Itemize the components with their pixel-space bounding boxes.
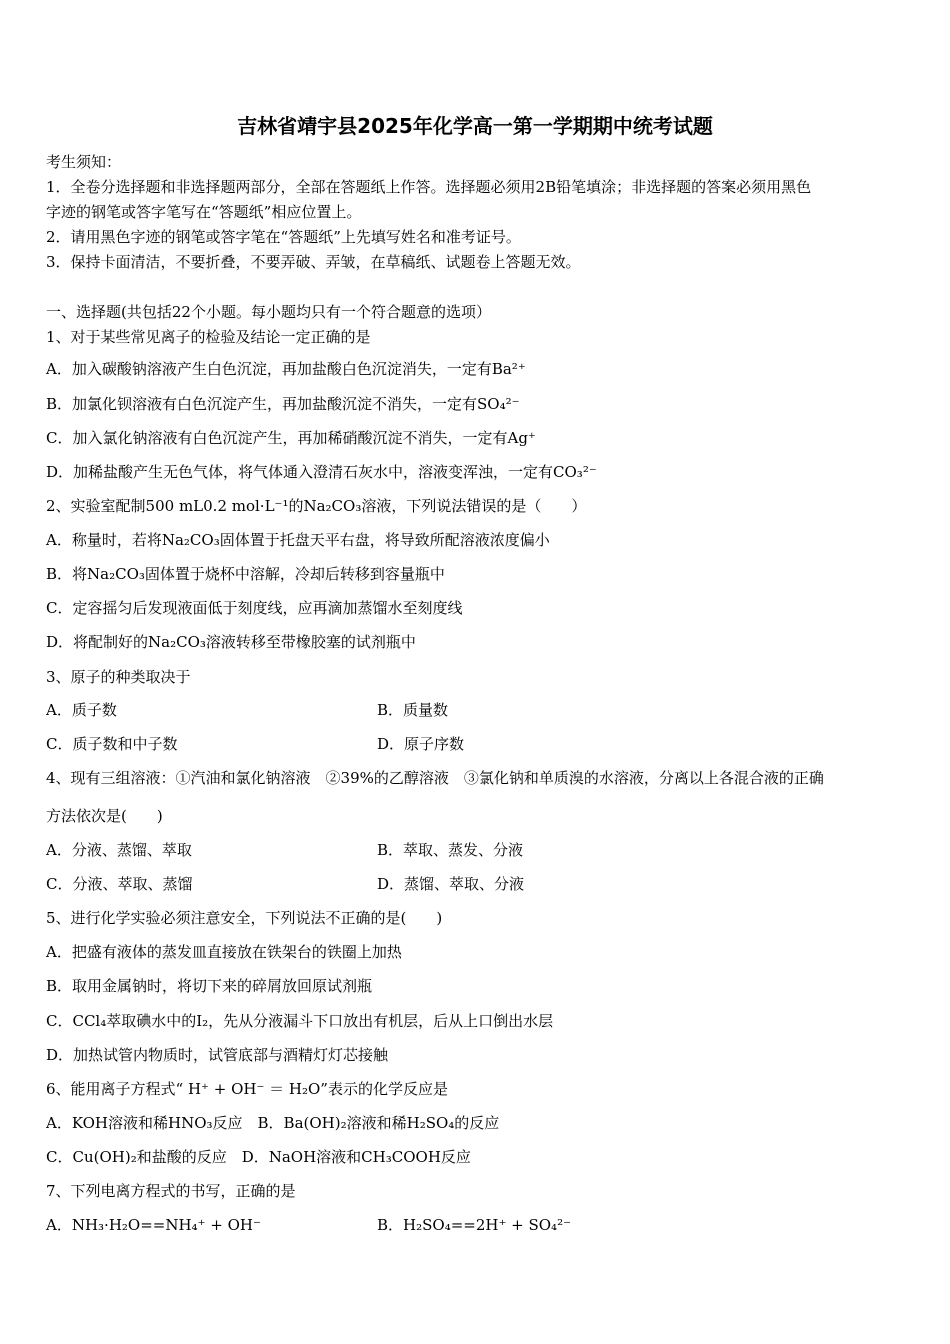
q3-option-a: A．质子数 [46,701,117,719]
q2-stem: 2、实验室配制500 mL0.2 mol·L⁻¹的Na₂CO₃溶液，下列说法错误的是（ ） [46,497,587,515]
q1-stem: 1、对于某些常见离子的检验及结论一定正确的是 [46,328,371,346]
q4-option-b: B．萃取、蒸发、分液 [377,841,524,859]
notice-line-1: 1．全卷分选择题和非选择题两部分，全部在答题纸上作答。选择题必须用2B铅笔填涂；非选择题的答案必须用黑色 [46,178,812,196]
q3-stem: 3、原子的种类取决于 [46,668,191,686]
notice-line-3: 2．请用黑色字迹的钢笔或答字笔在“答题纸”上先填写姓名和准考证号。 [46,228,521,246]
q7-stem: 7、下列电离方程式的书写，正确的是 [46,1182,296,1200]
q2-option-d: D．将配制好的Na₂CO₃溶液转移至带橡胶塞的试剂瓶中 [46,633,416,651]
q6-options-ab: A．KOH溶液和稀HNO₃反应 B．Ba(OH)₂溶液和稀H₂SO₄的反应 [46,1114,500,1132]
q7-option-a: A．NH₃·H₂O==NH₄⁺ + OH⁻ [46,1216,261,1234]
q2-option-a: A．称量时，若将Na₂CO₃固体置于托盘天平右盘，将导致所配溶液浓度偏小 [46,531,550,549]
notice-heading: 考生须知： [46,153,122,171]
q3-option-b: B．质量数 [377,701,449,719]
q5-stem: 5、进行化学实验必须注意安全，下列说法不正确的是( ) [46,909,443,927]
q2-option-c: C．定容摇匀后发现液面低于刻度线，应再滴加蒸馏水至刻度线 [46,599,463,617]
q1-option-d: D．加稀盐酸产生无色气体，将气体通入澄清石灰水中，溶液变浑浊，一定有CO₃²⁻ [46,463,597,481]
section-heading: 一、选择题(共包括22个小题。每小题均只有一个符合题意的选项） [46,303,491,321]
q7-option-b: B．H₂SO₄==2H⁺ + SO₄²⁻ [377,1216,572,1234]
q1-option-c: C．加入氯化钠溶液有白色沉淀产生，再加稀硝酸沉淀不消失，一定有Ag⁺ [46,429,536,447]
q1-option-a: A．加入碳酸钠溶液产生白色沉淀，再加盐酸白色沉淀消失，一定有Ba²⁺ [46,360,526,378]
q3-option-c: C．质子数和中子数 [46,735,178,753]
q5-option-a: A．把盛有液体的蒸发皿直接放在铁架台的铁圈上加热 [46,943,402,961]
q2-option-b: B．将Na₂CO₃固体置于烧杯中溶解，冷却后转移到容量瓶中 [46,565,445,583]
q4-stem-line-1: 4、现有三组溶液：①汽油和氯化钠溶液 ②39%的乙醇溶液 ③氯化钠和单质溴的水溶液，分离以上各混合液的正确 [46,769,824,787]
q4-option-c: C．分液、萃取、蒸馏 [46,875,193,893]
q5-option-c: C．CCl₄萃取碘水中的I₂，先从分液漏斗下口放出有机层，后从上口倒出水层 [46,1012,554,1030]
q6-options-cd: C．Cu(OH)₂和盐酸的反应 D．NaOH溶液和CH₃COOH反应 [46,1148,471,1166]
notice-line-2: 字迹的钢笔或答字笔写在“答题纸”相应位置上。 [46,203,362,221]
q4-option-a: A．分液、蒸馏、萃取 [46,841,192,859]
q6-stem: 6、能用离子方程式“ H⁺ + OH⁻ ＝ H₂O”表示的化学反应是 [46,1080,448,1098]
q4-stem-line-2: 方法依次是( ) [46,807,163,825]
q3-option-d: D．原子序数 [377,735,465,753]
q5-option-d: D．加热试管内物质时，试管底部与酒精灯灯芯接触 [46,1046,389,1064]
q4-option-d: D．蒸馏、萃取、分液 [377,875,525,893]
page-title: 吉林省靖宇县2025年化学高一第一学期期中统考试题 [237,114,713,138]
q5-option-b: B．取用金属钠时，将切下来的碎屑放回原试剂瓶 [46,977,373,995]
q1-option-b: B．加氯化钡溶液有白色沉淀产生，再加盐酸沉淀不消失，一定有SO₄²⁻ [46,395,520,413]
notice-line-4: 3．保持卡面清洁，不要折叠，不要弄破、弄皱，在草稿纸、试题卷上答题无效。 [46,253,581,271]
